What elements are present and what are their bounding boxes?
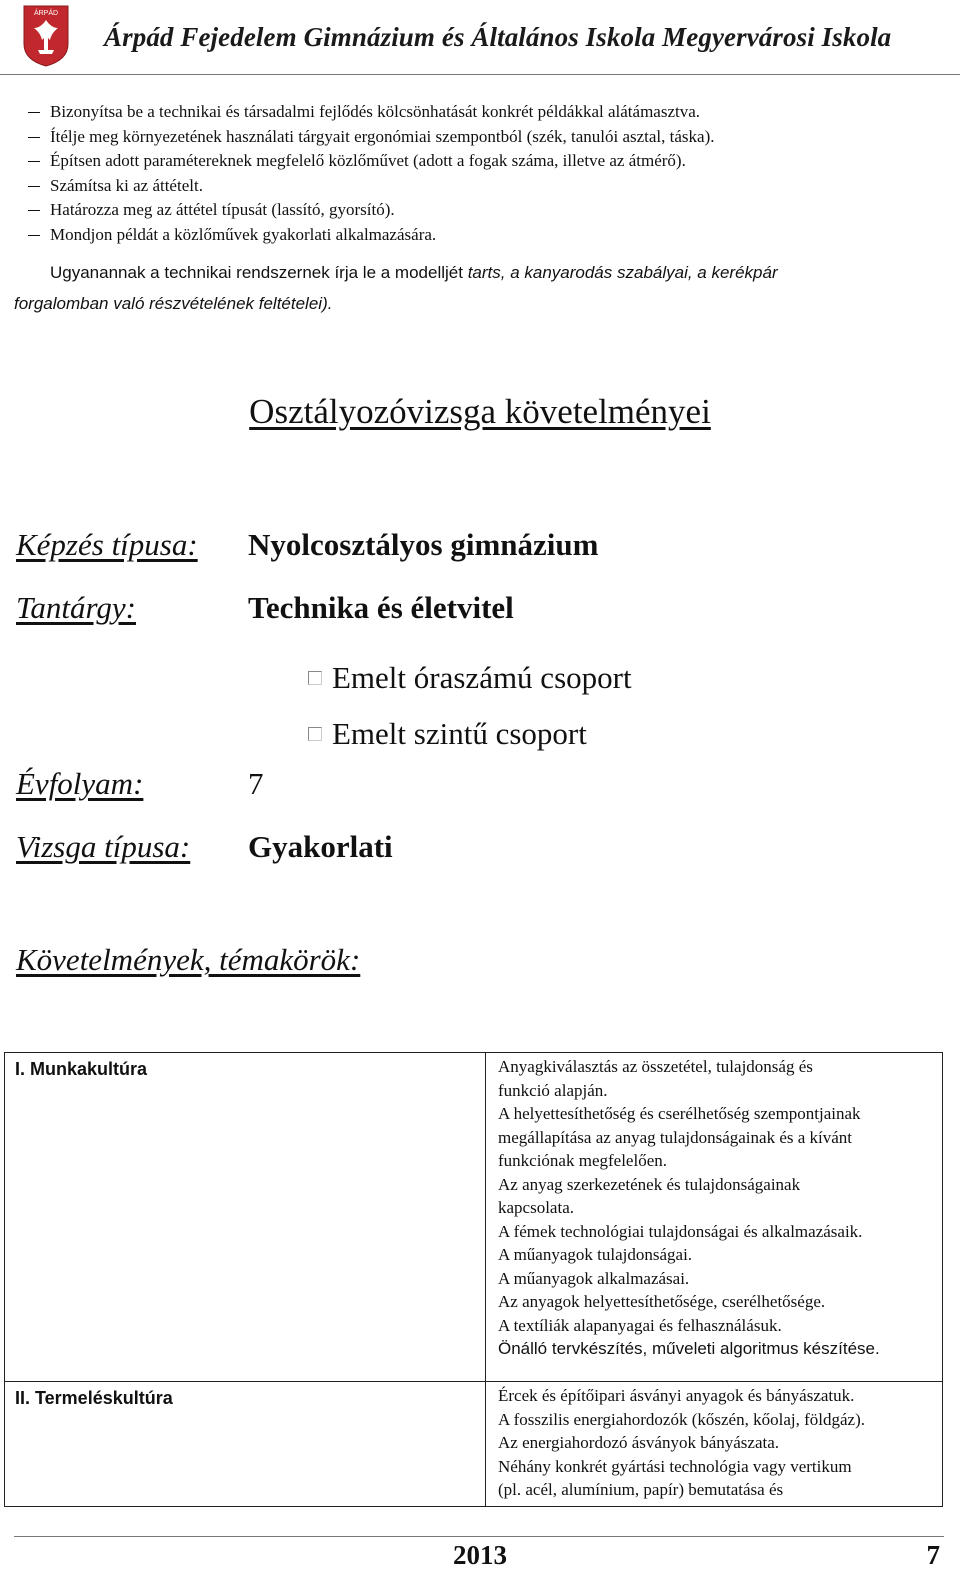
topic-line: Az anyag szerkezetének és tulajdonságainak <box>498 1174 801 1194</box>
topic-description <box>486 1053 943 1382</box>
svg-text:ÁRPÁD: ÁRPÁD <box>33 10 59 17</box>
topic-description <box>486 1382 943 1507</box>
list-item: Építsen adott paramétereknek megfelelő közlőművet (adott a fogak száma, illetve az átmérő). <box>28 149 715 174</box>
topics-table <box>4 1052 943 1507</box>
paragraph-italic-text: tarts, a kanyarodás szabályai, a kerékpár <box>467 263 778 282</box>
topic-line: Az anyagok helyettesíthetősége, cserélhetősége. <box>498 1292 826 1311</box>
page-header <box>0 0 960 75</box>
tantargy-label: Tantárgy: <box>16 590 137 625</box>
option-emelt-szintu <box>308 716 587 752</box>
topic-line: Önálló tervkészítés, műveleti algoritmus készítése. <box>498 1339 880 1358</box>
paragraph-line-1 <box>14 257 949 288</box>
page-title: Osztályozóvizsga követelményei <box>249 392 711 431</box>
objectives-list <box>28 100 715 247</box>
footer-year: 2013 <box>453 1540 507 1570</box>
list-item: Ítélje meg környezetének használati tárgyait ergonómiai szempontból (szék, tanulói asztal, táska). <box>28 125 715 150</box>
paragraph-text: Ugyanannak a technikai rendszernek írja le a modelljét <box>50 263 468 282</box>
topic-line: Ércek és építőipari ásványi anyagok és bányászatuk. <box>498 1386 855 1405</box>
topic-line: funkció alapján. <box>498 1080 608 1100</box>
evfolyam-label: Évfolyam: <box>16 766 144 801</box>
table-row <box>5 1382 943 1507</box>
topic-line: Az energiahordozó ásványok bányászata. <box>498 1433 780 1452</box>
paragraph-italic-text: forgalomban való részvételének feltételei). <box>14 294 333 313</box>
kepzes-label: Képzés típusa: <box>16 527 198 562</box>
topic-line: (pl. acél, alumínium, papír) bemutatása és <box>498 1480 784 1499</box>
school-crest-icon <box>22 4 70 68</box>
topic-name: II. Termeléskultúra <box>5 1382 486 1507</box>
list-item: Számítsa ki az áttételt. <box>28 174 715 199</box>
tantargy-value: Technika és életvitel <box>248 590 514 625</box>
checkbox-icon <box>308 671 322 685</box>
page-number: 7 <box>926 1540 940 1570</box>
vizsga-value: Gyakorlati <box>248 829 393 864</box>
topic-line: Anyagkiválasztás az összetétel, tulajdonság és <box>498 1057 813 1076</box>
list-item: Bizonyítsa be a technikai és társadalmi fejlődés kölcsönhatását konkrét példákkal alátámasztva. <box>28 100 715 125</box>
topic-line: A helyettesíthetőség és cserélhetőség szempontjainak <box>498 1104 861 1123</box>
topic-line: A textíliák alapanyagai és felhasználásuk. <box>498 1315 782 1335</box>
topic-line: A fosszilis energiahordozók (kőszén, kőolaj, földgáz). <box>498 1409 865 1429</box>
topic-line: megállapítása az anyag tulajdonságainak és a kívánt <box>498 1127 853 1147</box>
topic-line: A műanyagok alkalmazásai. <box>498 1268 690 1288</box>
checkbox-icon <box>308 727 322 741</box>
topic-line: kapcsolata. <box>498 1198 574 1217</box>
table-row <box>5 1053 943 1382</box>
model-paragraph <box>14 257 949 319</box>
footer-divider <box>14 1536 944 1537</box>
vizsga-label: Vizsga típusa: <box>16 829 191 864</box>
option-emelt-oraszamu <box>308 660 632 696</box>
requirements-title: Követelmények, témakörök: <box>16 942 361 977</box>
list-item: Határozza meg az áttétel típusát (lassító, gyorsító). <box>28 198 715 223</box>
option-label: Emelt óraszámú csoport <box>332 660 632 695</box>
evfolyam-value: 7 <box>248 766 264 801</box>
topic-line: A fémek technológiai tulajdonságai és alkalmazásaik. <box>498 1221 863 1241</box>
topic-line: funkciónak megfelelően. <box>498 1151 667 1170</box>
topic-line: Néhány konkrét gyártási technológia vagy vertikum <box>498 1456 852 1476</box>
school-name: Árpád Fejedelem Gimnázium és Általános Iskola Megyervárosi Iskola <box>104 22 892 52</box>
list-item: Mondjon példát a közlőművek gyakorlati alkalmazására. <box>28 223 715 248</box>
topic-line: A műanyagok tulajdonságai. <box>498 1245 693 1264</box>
option-label: Emelt szintű csoport <box>332 716 587 751</box>
kepzes-value: Nyolcosztályos gimnázium <box>248 527 599 562</box>
topic-name: I. Munkakultúra <box>5 1053 486 1382</box>
